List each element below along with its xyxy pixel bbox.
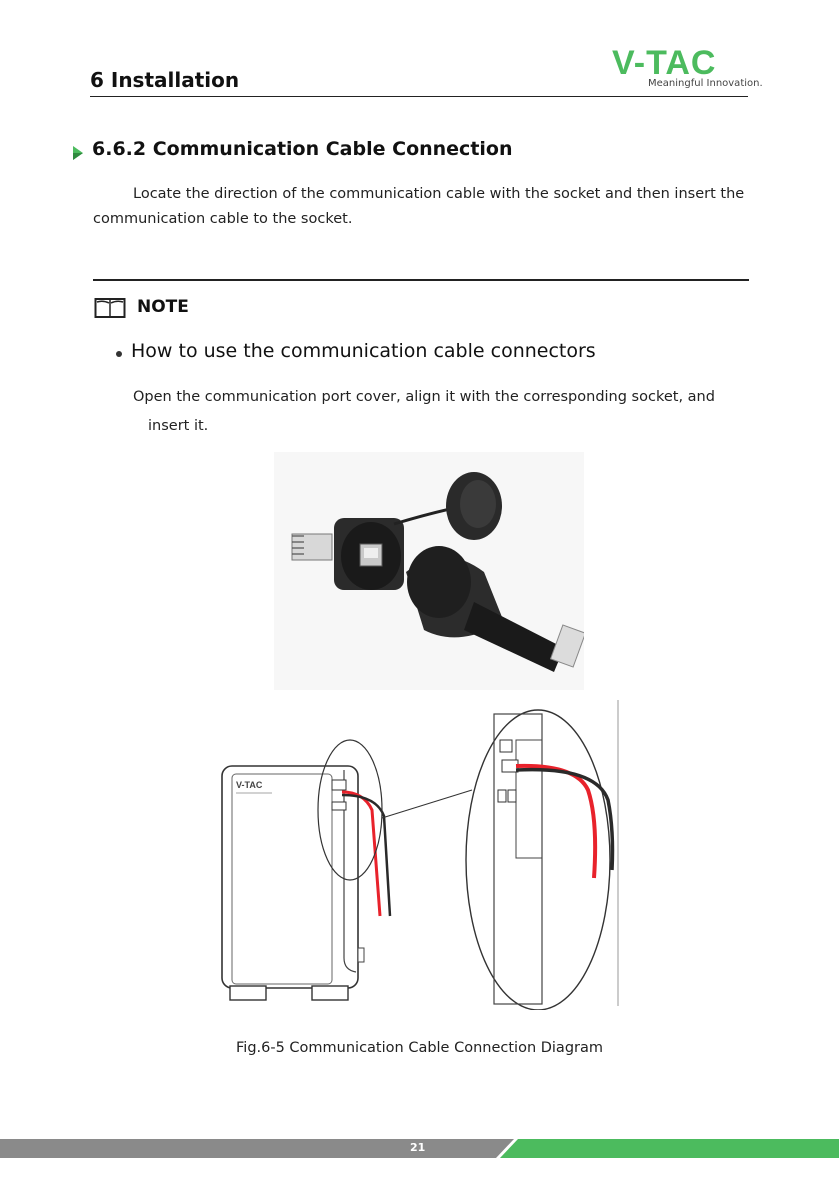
section-arrow-icon (71, 142, 85, 164)
cable-connection-diagram (216, 700, 620, 1010)
note-text-line-2: insert it. (148, 418, 209, 434)
page-number: 21 (410, 1141, 426, 1154)
section-heading: 6.6.2 Communication Cable Connection (92, 138, 513, 160)
note-label: NOTE (137, 297, 189, 317)
connector-photo (274, 452, 584, 690)
bullet-dot (116, 351, 122, 357)
note-text-line-1: Open the communication port cover, align it with the corresponding socket, and (133, 389, 715, 405)
unit-logo: V-TAC (236, 780, 263, 790)
logo-text: V-TAC (612, 44, 717, 82)
figure-caption: Fig.6-5 Communication Cable Connection Diagram (236, 1040, 603, 1056)
header-section-title: 6 Installation (90, 68, 240, 92)
note-divider (93, 279, 749, 281)
note-bullet-heading: How to use the communication cable connectors (131, 340, 596, 362)
intro-paragraph: Locate the direction of the communication cable with the socket and then insert the communication cable to the socket. (93, 186, 745, 227)
header-divider (90, 96, 748, 97)
book-icon (94, 297, 126, 319)
logo-tagline: Meaningful Innovation. (648, 78, 763, 89)
